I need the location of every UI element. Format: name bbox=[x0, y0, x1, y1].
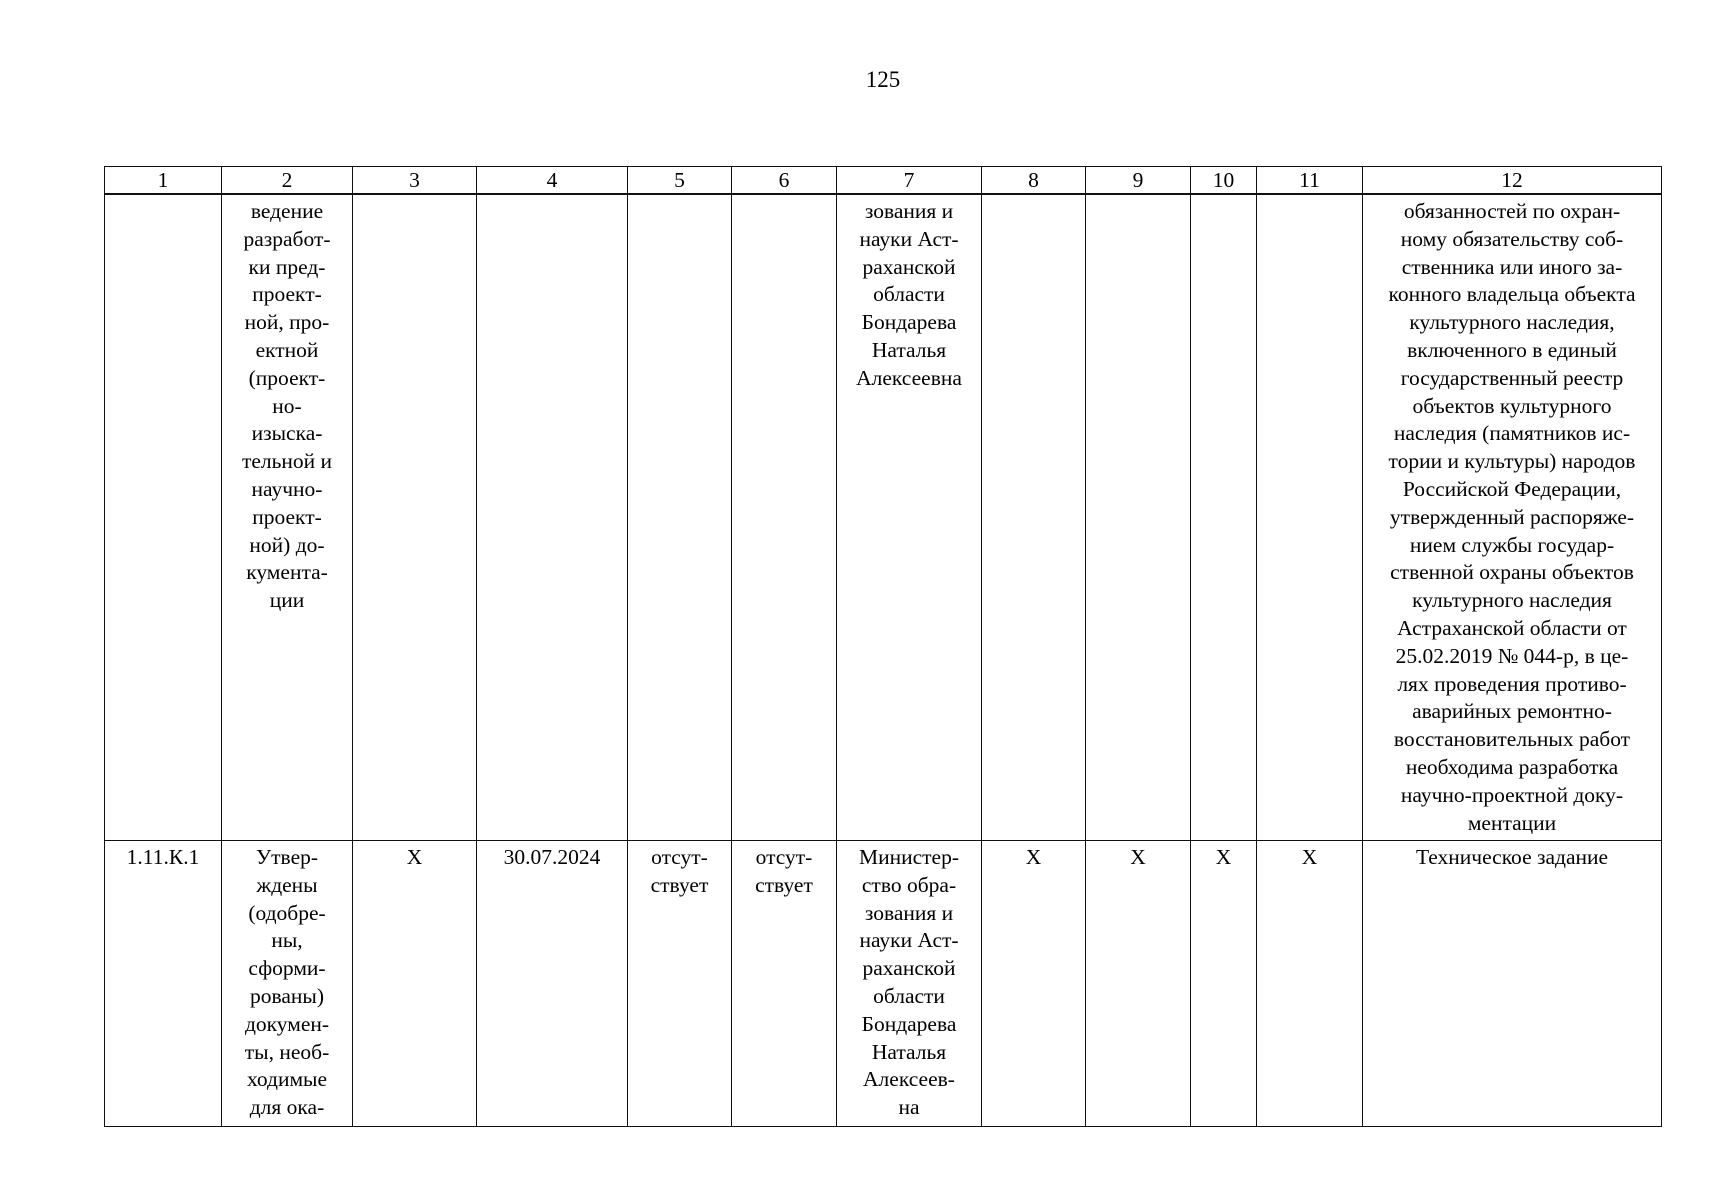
column-header: 8 bbox=[982, 167, 1086, 195]
table-cell: Министер- ство обра- зования и науки Аст- раханской области Бондарева Наталья Алексеев- на bbox=[837, 841, 982, 1127]
table-cell bbox=[628, 194, 732, 841]
column-header: 5 bbox=[628, 167, 732, 195]
table-cell: обязанностей по охран- ному обязательству соб- ственника или иного за- конного владельца объекта культурного наследия, включенного в единый государственный реестр объектов культурного наследия (памятников ис- тории и культуры) народов Российской Федерации, утвержденный распоряже- нием службы государ- ственной охраны объектов культурного наследия Астраханской области от 25.02.2019 № 044-р, в це- лях проведения противо- аварийных ремонтно- восстановительных работ необходима разработка научно-проектной доку- ментации bbox=[1363, 194, 1662, 841]
table-cell: X bbox=[982, 841, 1086, 1127]
table-cell: X bbox=[1257, 841, 1363, 1127]
page-number: 125 bbox=[865, 67, 901, 92]
table-cell bbox=[982, 194, 1086, 841]
data-table bbox=[104, 166, 1662, 1127]
table-cell: Утвер- ждены (одобре- ны, сформи- рованы) докумен- ты, необ- ходимые для ока- bbox=[222, 841, 353, 1127]
table-cell bbox=[1086, 194, 1191, 841]
column-header: 9 bbox=[1086, 167, 1191, 195]
column-header: 11 bbox=[1257, 167, 1363, 195]
table-cell: 1.11.К.1 bbox=[105, 841, 222, 1127]
table-cell: Техническое задание bbox=[1363, 841, 1662, 1127]
table-row bbox=[105, 841, 1662, 1127]
table-cell bbox=[1257, 194, 1363, 841]
table-cell: X bbox=[1086, 841, 1191, 1127]
column-number-row bbox=[105, 167, 1662, 195]
table-cell bbox=[1191, 194, 1257, 841]
table-cell: 30.07.2024 bbox=[477, 841, 628, 1127]
column-header: 2 bbox=[222, 167, 353, 195]
column-header: 1 bbox=[105, 167, 222, 195]
table-cell bbox=[732, 194, 837, 841]
column-header: 3 bbox=[353, 167, 477, 195]
table-cell: ведение разработ- ки пред- проект- ной, про- ектной (проект- но- изыска- тельной и научно- проект- ной) до- кумента- ции bbox=[222, 194, 353, 841]
column-header: 12 bbox=[1363, 167, 1662, 195]
table-cell: X bbox=[353, 841, 477, 1127]
table-cell: отсут- ствует bbox=[628, 841, 732, 1127]
table-cell bbox=[477, 194, 628, 841]
table-cell bbox=[105, 194, 222, 841]
column-header: 7 bbox=[837, 167, 982, 195]
column-header: 6 bbox=[732, 167, 837, 195]
column-header: 4 bbox=[477, 167, 628, 195]
column-header: 10 bbox=[1191, 167, 1257, 195]
table-cell: X bbox=[1191, 841, 1257, 1127]
table-cell bbox=[353, 194, 477, 841]
table-cell: зования и науки Аст- раханской области Бондарева Наталья Алексеевна bbox=[837, 194, 982, 841]
table-row bbox=[105, 194, 1662, 841]
table-cell: отсут- ствует bbox=[732, 841, 837, 1127]
